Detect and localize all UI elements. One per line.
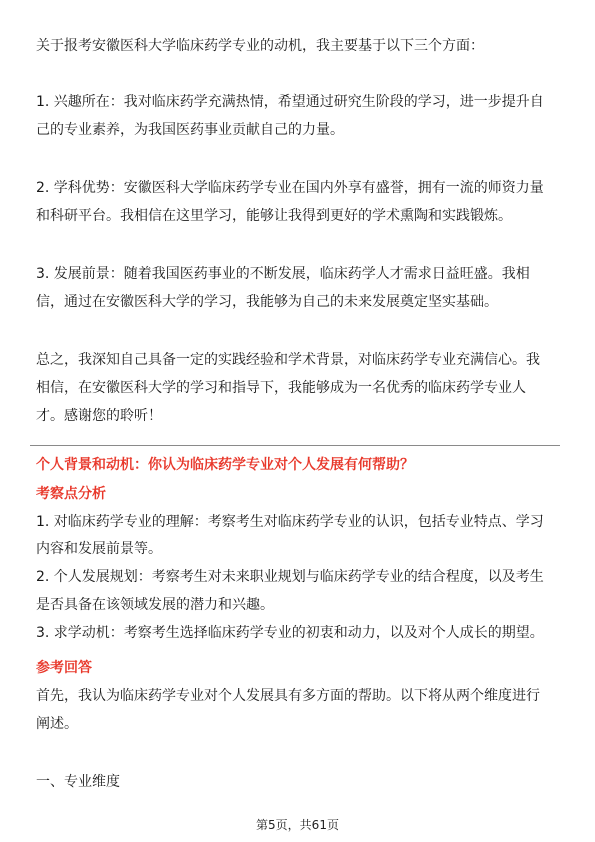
point-1-line-2: 己的专业素养，为我国医药事业贡献自己的力量。	[36, 122, 344, 138]
page-number: 第5页，共61页	[256, 818, 339, 832]
point-2-line-2: 和科研平台。我相信在这里学习，能够让我得到更好的学术熏陶和实践锻炼。	[36, 208, 512, 224]
analysis-1-line-1: 1. 对临床药学专业的理解：考察考生对临床药学专业的认识，包括专业特点、学习	[36, 514, 544, 530]
analysis-2-line-1: 2. 个人发展规划：考察考生对未来职业规划与临床药学专业的结合程度，以及考生	[36, 569, 544, 585]
analysis-2-line-2: 是否具备在该领域发展的潜力和兴趣。	[36, 597, 274, 613]
intro-line: 关于报考安徽医科大学临床药学专业的动机，我主要基于以下三个方面：	[36, 38, 484, 54]
analysis-3-line-1: 3. 求学动机：考察考生选择临床药学专业的初衷和动力，以及对个人成长的期望。	[36, 625, 544, 641]
analysis-1-line-2: 内容和发展前景等。	[36, 541, 162, 557]
summary-line-2: 相信，在安徽医科大学的学习和指导下，我能够成为一名优秀的临床药学专业人	[36, 380, 526, 396]
point-1-line-1: 1. 兴趣所在：我对临床药学充满热情，希望通过研究生阶段的学习，进一步提升自	[36, 94, 544, 110]
point-3-line-1: 3. 发展前景：随着我国医药事业的不断发展，临床药学人才需求日益旺盛。我相	[36, 266, 530, 282]
section-divider	[30, 445, 560, 446]
section-heading: 一、专业维度	[36, 774, 120, 790]
answer-line-1: 首先，我认为临床药学专业对个人发展具有多方面的帮助。以下将从两个维度进行	[36, 688, 540, 704]
answer-line-2: 阐述。	[36, 716, 78, 732]
question-title: 个人背景和动机：你认为临床药学专业对个人发展有何帮助？	[36, 457, 414, 473]
answer-heading: 参考回答	[36, 660, 92, 676]
summary-line-1: 总之，我深知自己具备一定的实践经验和学术背景，对临床药学专业充满信心。我	[36, 352, 540, 368]
point-3-line-2: 信，通过在安徽医科大学的学习，我能够为自己的未来发展奠定坚实基础。	[36, 294, 498, 310]
summary-line-3: 才。感谢您的聆听！	[36, 408, 162, 424]
point-2-line-1: 2. 学科优势：安徽医科大学临床药学专业在国内外享有盛誉，拥有一流的师资力量	[36, 180, 544, 196]
analysis-heading: 考察点分析	[36, 486, 106, 502]
